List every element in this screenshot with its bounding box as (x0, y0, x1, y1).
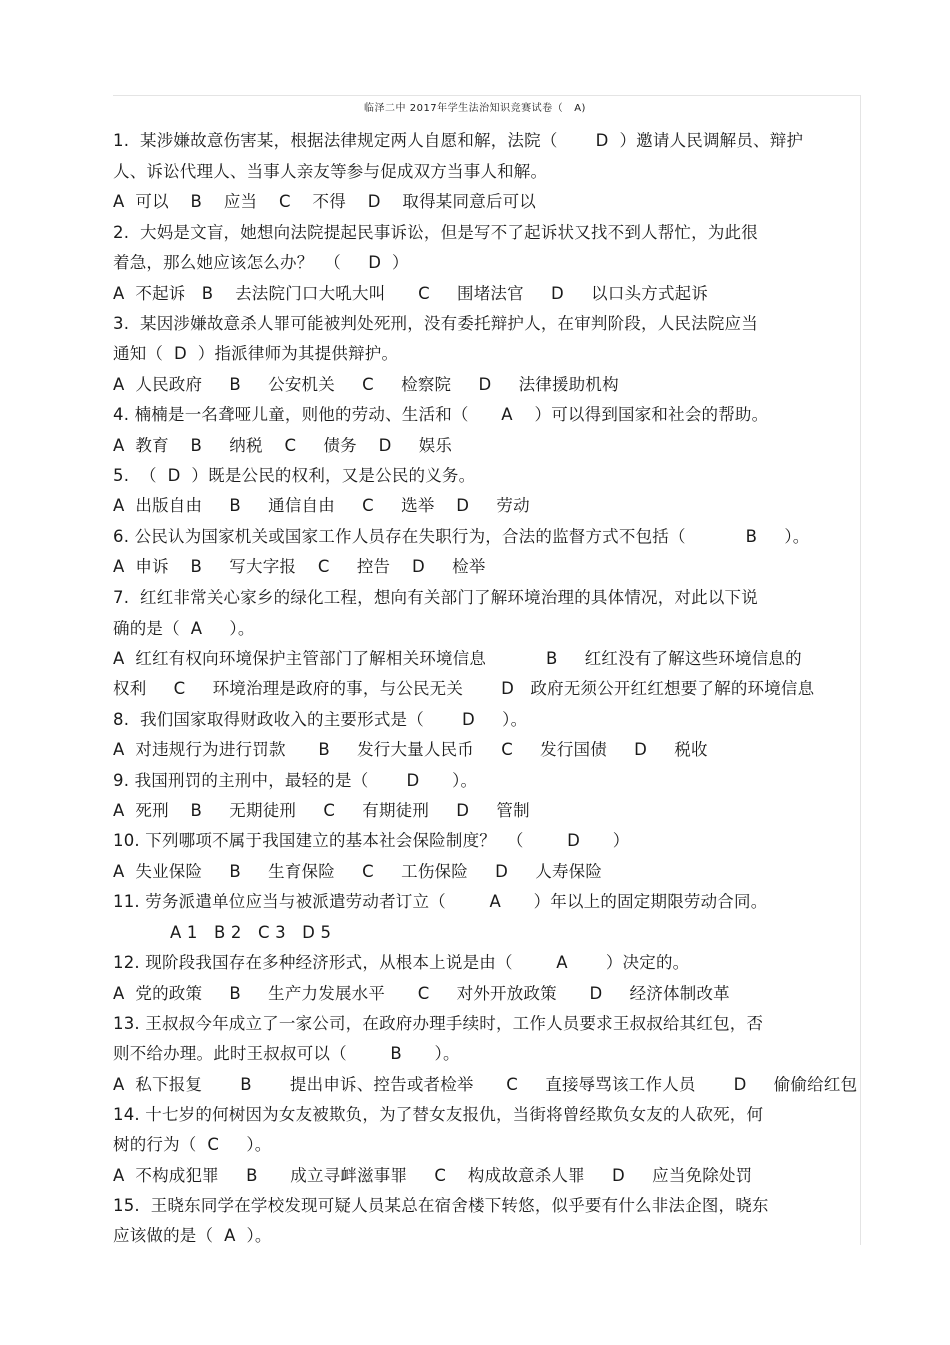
question-14-line-1: 14. 十七岁的何树因为女友被欺负，为了替女友报仇，当街将曾经欺负女友的人砍死，何 (113, 1105, 764, 1124)
question-14-options: A 不构成犯罪 B 成立寻衅滋事罪 C 构成故意杀人罪 D 应当免除处罚 (113, 1166, 753, 1185)
question-9-options: A 死刑 B 无期徒刑 C 有期徒刑 D 管制 (113, 801, 530, 820)
question-15-line-1: 15. 王晓东同学在学校发现可疑人员某总在宿舍楼下转悠，似乎要有什么非法企图，晓东 (113, 1196, 769, 1215)
question-1-options: A 可以 B 应当 C 不得 D 取得某同意后可以 (113, 192, 536, 211)
question-13-options: A 私下报复 B 提出申诉、控告或者检举 C 直接辱骂该工作人员 D 偷偷给红包 (113, 1075, 858, 1094)
question-15-line-2: 应该做的是（ A ）。 (113, 1226, 272, 1245)
question-13-line-1: 13. 王叔叔今年成立了一家公司，在政府办理手续时，工作人员要求王叔叔给其红包，否 (113, 1014, 764, 1033)
question-5-options: A 出版自由 B 通信自由 C 选举 D 劳动 (113, 496, 530, 515)
question-2-line-2: 着急，那么她应该怎么办？ （ D ） (113, 253, 409, 272)
question-1-line-1: 1. 某涉嫌故意伤害某，根据法律规定两人自愿和解，法院（ D ）邀请人民调解员、辩护 (113, 131, 804, 150)
question-8-options: A 对违规行为进行罚款 B 发行大量人民币 C 发行国债 D 税收 (113, 740, 708, 759)
question-8-line-1: 8. 我们国家取得财政收入的主要形式是（ D ）。 (113, 710, 528, 729)
question-7-line-2: 确的是（ A ）。 (113, 619, 255, 638)
question-10-options: A 失业保险 B 生育保险 C 工伤保险 D 人寿保险 (113, 862, 603, 881)
question-3-options: A 人民政府 B 公安机关 C 检察院 D 法律援助机构 (113, 375, 619, 394)
question-14-line-2: 树的行为（ C ）。 (113, 1135, 272, 1154)
question-11-options: A 1 B 2 C 3 D 5 (170, 923, 332, 942)
question-2-line-1: 2. 大妈是文盲，她想向法院提起民事诉讼，但是写不了起诉状又找不到人帮忙，为此很 (113, 223, 758, 242)
question-2-options: A 不起诉 B 去法院门口大吼大叫 C 围堵法官 D 以口头方式起诉 (113, 284, 709, 303)
question-4-line-1: 4. 楠楠是一名聋哑儿童，则他的劳动、生活和（ A ）可以得到国家和社会的帮助。 (113, 405, 769, 424)
question-7-options-1: A 红红有权向环境保护主管部门了解相关环境信息 B 红红没有了解这些环境信息的 (113, 649, 802, 668)
question-5-line-1: 5. （ D ）既是公民的权利，又是公民的义务。 (113, 466, 476, 485)
question-7-line-1: 7. 红红非常关心家乡的绿化工程，想向有关部门了解环境治理的具体情况，对此以下说 (113, 588, 758, 607)
question-3-line-2: 通知（ D ）指派律师为其提供辩护。 (113, 344, 399, 363)
question-6-options: A 申诉 B 写大字报 C 控告 D 检举 (113, 557, 486, 576)
question-7-options-2: 权利 C 环境治理是政府的事，与公民无关 D 政府无须公开红红想要了解的环境信息 (113, 679, 815, 698)
page-border-right (860, 95, 861, 1245)
question-9-line-1: 9. 我国刑罚的主刑中，最轻的是（ D ）。 (113, 771, 478, 790)
question-12-options: A 党的政策 B 生产力发展水平 C 对外开放政策 D 经济体制改革 (113, 984, 730, 1003)
question-4-options: A 教育 B 纳税 C 债务 D 娱乐 (113, 436, 453, 455)
question-13-line-2: 则不给办理。此时王叔叔可以（ B ）。 (113, 1044, 460, 1063)
question-6-line-1: 6. 公民认为国家机关或国家工作人员存在失职行为，合法的监督方式不包括（ B ）。 (113, 527, 810, 546)
question-10-line-1: 10. 下列哪项不属于我国建立的基本社会保险制度？ （ D ） (113, 831, 630, 850)
page-title: 临泽二中 2017年学生法治知识竞赛试卷（ A) (364, 103, 586, 114)
question-1-line-2: 人、诉讼代理人、当事人亲友等参与促成双方当事人和解。 (113, 162, 548, 181)
question-11-line-1: 11. 劳务派遣单位应当与被派遣劳动者订立（ A ）年以上的固定期限劳动合同。 (113, 892, 768, 911)
question-12-line-1: 12. 现阶段我国存在多种经济形式，从根本上说是由（ A ）决定的。 (113, 953, 690, 972)
question-3-line-1: 3. 某因涉嫌故意杀人罪可能被判处死刑，没有委托辩护人，在审判阶段，人民法院应当 (113, 314, 758, 333)
